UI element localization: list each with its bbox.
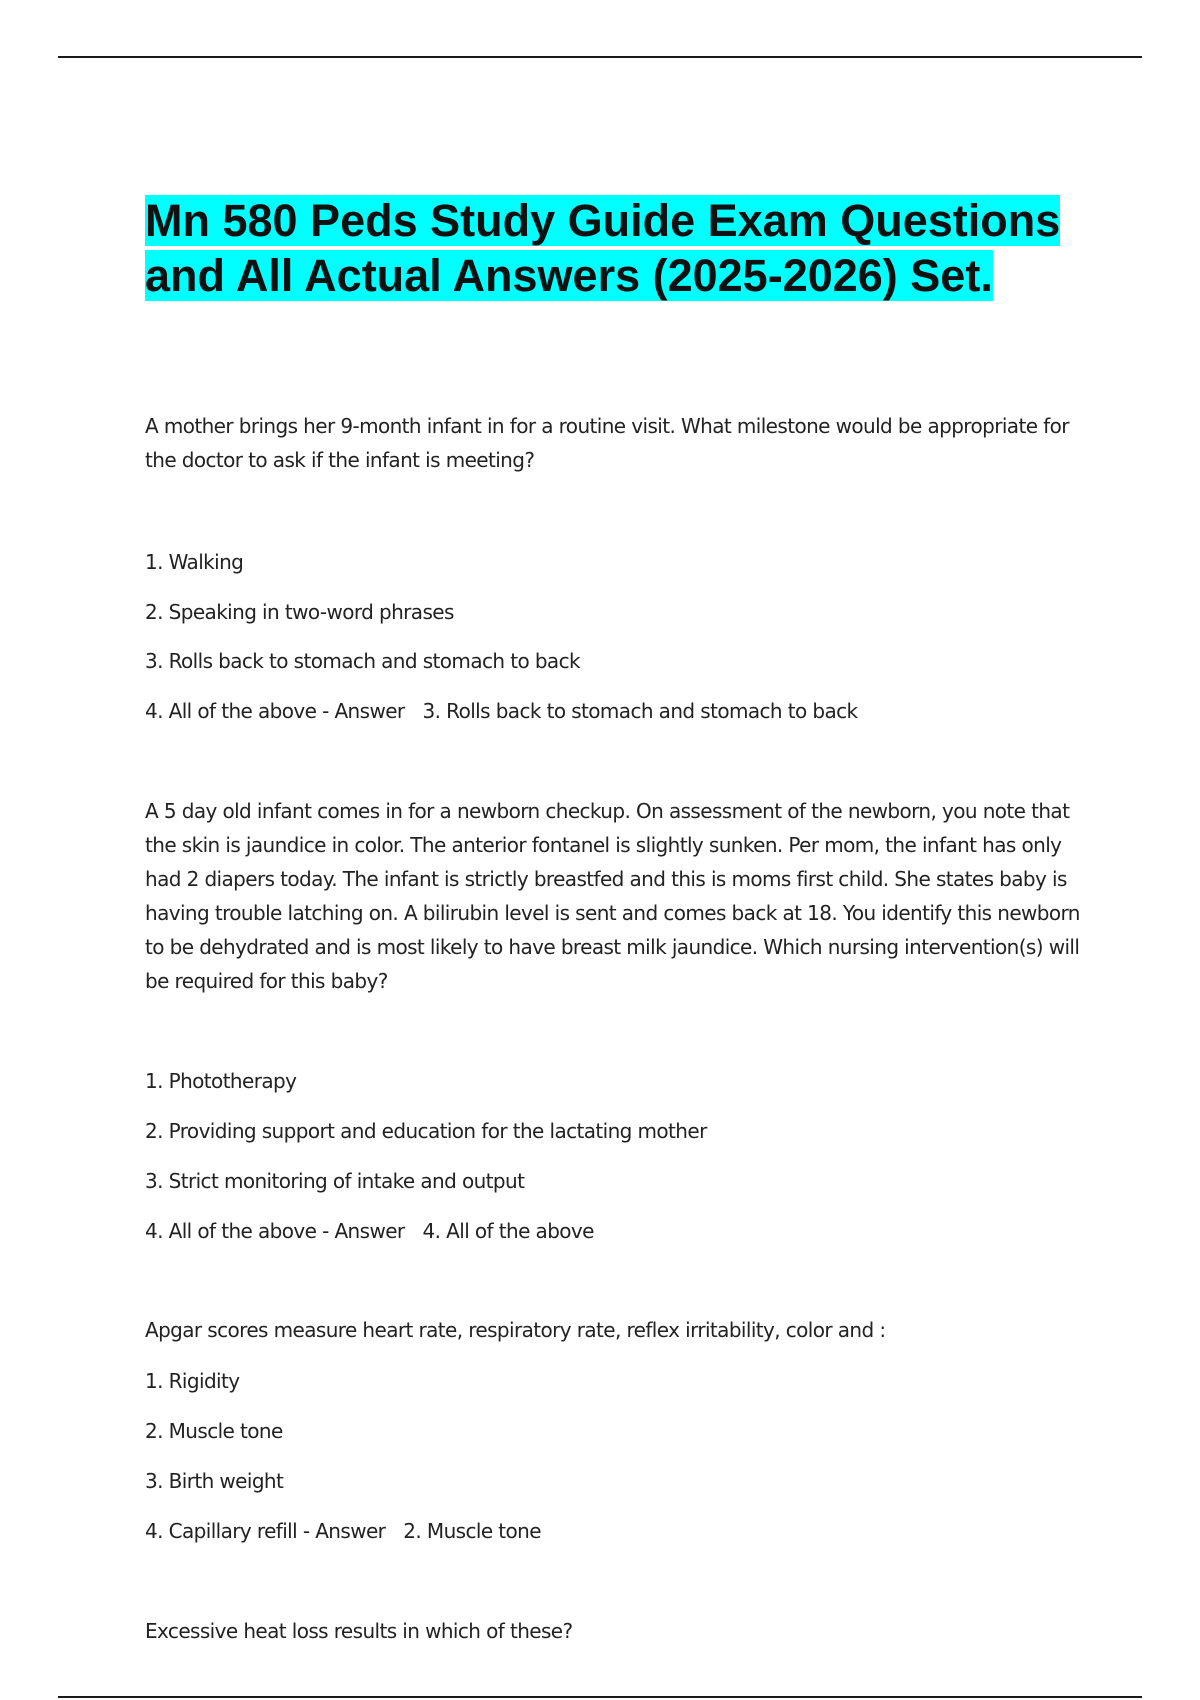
- question-3-option-4: 4. Capillary refill - Answer: [145, 1519, 386, 1543]
- top-rule: [58, 56, 1142, 58]
- question-2-answer: 4. All of the above: [422, 1219, 594, 1243]
- question-4-text: Excessive heat loss results in which of these?: [145, 1619, 573, 1643]
- question-3-option-4-answer: [145, 1514, 1085, 1548]
- title-highlight: Mn 580 Peds Study Guide Exam Questions and All Actual Answers (2025-2026) Set.: [145, 195, 1061, 301]
- question-3-option-2: 2. Muscle tone: [145, 1419, 283, 1443]
- question-1-option-1: 1. Walking: [145, 550, 244, 574]
- question-3-text: Apgar scores measure heart rate, respiratory rate, reflex irritability, color and :: [145, 1318, 886, 1342]
- question-2-option-4-answer: [145, 1214, 1085, 1248]
- question-2-text: A 5 day old infant comes in for a newborn checkup. On assessment of the newborn, you note that the skin is jaundice in color. The anterior fontanel is slightly sunken. Per mom, the infant has only had 2 diapers today. The infant is strictly breastfed and this is moms first child. She states baby is having trouble latching on. A bilirubin level is sent and comes back at 18. You identify this newborn to be dehydrated and is most likely to have breast milk jaundice. Which nursing intervention(s) will be required for this baby?: [145, 799, 1080, 993]
- question-1-option-4-answer: [145, 694, 1085, 728]
- question-2-option-4: 4. All of the above - Answer: [145, 1219, 405, 1243]
- question-2-option-1: 1. Phototherapy: [145, 1069, 297, 1093]
- question-1-option-3: 3. Rolls back to stomach and stomach to back: [145, 649, 580, 673]
- question-1-option-2: 2. Speaking in two-word phrases: [145, 600, 454, 624]
- question-1-answer: 3. Rolls back to stomach and stomach to back: [422, 699, 858, 723]
- question-1-option-4: 4. All of the above - Answer: [145, 699, 405, 723]
- question-3-option-1: 1. Rigidity: [145, 1369, 240, 1393]
- bottom-rule: [58, 1696, 1142, 1698]
- question-3-answer: 2. Muscle tone: [403, 1519, 541, 1543]
- question-1-text: A mother brings her 9-month infant in for a routine visit. What milestone would be appropriate for the doctor to ask if the infant is meeting?: [145, 414, 1069, 472]
- question-3-option-3: 3. Birth weight: [145, 1469, 284, 1493]
- question-2-option-3: 3. Strict monitoring of intake and output: [145, 1169, 525, 1193]
- document-title: [145, 193, 1085, 303]
- question-2-option-2: 2. Providing support and education for the lactating mother: [145, 1119, 707, 1143]
